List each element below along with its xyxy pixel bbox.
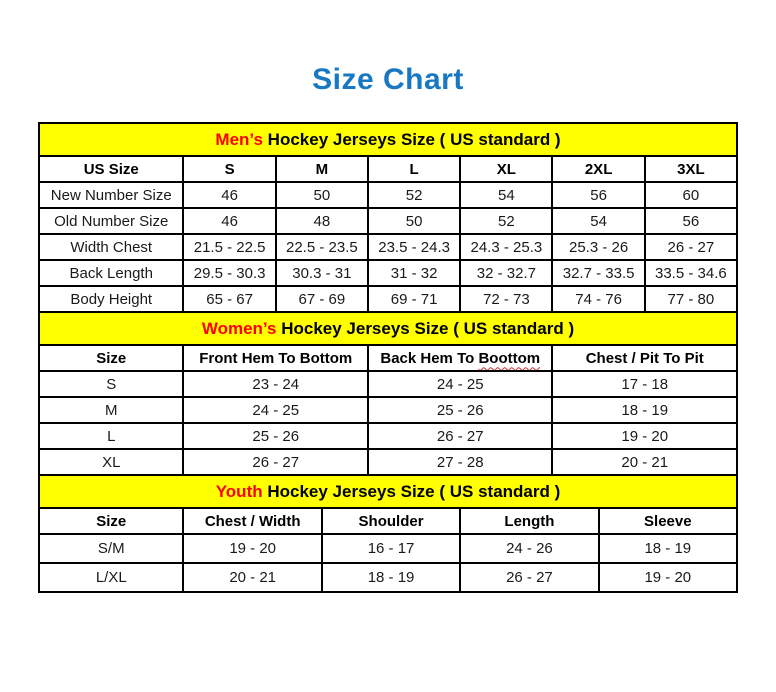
womens-section-header-row	[39, 312, 737, 345]
data-cell: 32 - 32.7	[460, 260, 552, 286]
data-cell: 56	[645, 208, 737, 234]
data-cell: 19 - 20	[599, 563, 737, 592]
data-cell: 18 - 19	[599, 534, 737, 563]
data-cell: 26 - 27	[183, 449, 368, 475]
data-cell: 23.5 - 24.3	[368, 234, 460, 260]
data-cell: 20 - 21	[552, 449, 737, 475]
data-cell: 19 - 20	[552, 423, 737, 449]
youth-section-accent: Youth	[215, 481, 263, 501]
data-cell: 18 - 19	[322, 563, 460, 592]
womens-section-title-rest: Hockey Jerseys Size ( US standard )	[276, 318, 575, 338]
table-row	[39, 286, 737, 312]
misspelled-word: Boottom	[478, 349, 541, 367]
data-cell: 46	[183, 182, 275, 208]
row-label: XL	[39, 449, 183, 475]
data-cell: 24 - 26	[460, 534, 598, 563]
table-row	[39, 534, 737, 563]
column-header: Back Hem To Boottom	[368, 345, 553, 371]
mens-section-header-row	[39, 123, 737, 156]
row-label: Body Height	[39, 286, 183, 312]
data-cell: 26 - 27	[460, 563, 598, 592]
mens-section-header	[39, 123, 737, 156]
data-cell: 29.5 - 30.3	[183, 260, 275, 286]
row-label: New Number Size	[39, 182, 183, 208]
data-cell: 52	[460, 208, 552, 234]
mens-table-head	[39, 123, 737, 182]
womens-size-table	[38, 311, 738, 476]
data-cell: 50	[368, 208, 460, 234]
data-cell: 24.3 - 25.3	[460, 234, 552, 260]
mens-table-body	[39, 182, 737, 312]
data-cell: 25 - 26	[368, 397, 553, 423]
table-row	[39, 260, 737, 286]
column-header: 2XL	[552, 156, 644, 182]
mens-size-table	[38, 122, 738, 313]
youth-size-table	[38, 474, 738, 593]
data-cell: 52	[368, 182, 460, 208]
page-title: Size Chart	[312, 63, 464, 96]
data-cell: 72 - 73	[460, 286, 552, 312]
data-cell: 69 - 71	[368, 286, 460, 312]
row-label: L	[39, 423, 183, 449]
column-header: Sleeve	[599, 508, 737, 534]
column-header: Size	[39, 345, 183, 371]
womens-table-body	[39, 371, 737, 475]
data-cell: 60	[645, 182, 737, 208]
data-cell: 74 - 76	[552, 286, 644, 312]
column-header: US Size	[39, 156, 183, 182]
row-label: S/M	[39, 534, 183, 563]
data-cell: 31 - 32	[368, 260, 460, 286]
youth-section-header-row	[39, 475, 737, 508]
table-row	[39, 371, 737, 397]
table-row	[39, 208, 737, 234]
data-cell: 21.5 - 22.5	[183, 234, 275, 260]
row-label: Old Number Size	[39, 208, 183, 234]
data-cell: 54	[460, 182, 552, 208]
data-cell: 27 - 28	[368, 449, 553, 475]
data-cell: 77 - 80	[645, 286, 737, 312]
data-cell: 20 - 21	[183, 563, 321, 592]
data-cell: 32.7 - 33.5	[552, 260, 644, 286]
row-label: L/XL	[39, 563, 183, 592]
data-cell: 67 - 69	[276, 286, 368, 312]
mens-section-title-rest: Hockey Jerseys Size ( US standard )	[262, 129, 561, 149]
row-label: Back Length	[39, 260, 183, 286]
youth-table-head	[39, 475, 737, 534]
row-label: S	[39, 371, 183, 397]
data-cell: 56	[552, 182, 644, 208]
row-label: M	[39, 397, 183, 423]
data-cell: 19 - 20	[183, 534, 321, 563]
table-row	[39, 234, 737, 260]
column-header: M	[276, 156, 368, 182]
table-row	[39, 423, 737, 449]
data-cell: 18 - 19	[552, 397, 737, 423]
data-cell: 16 - 17	[322, 534, 460, 563]
table-row	[39, 182, 737, 208]
data-cell: 33.5 - 34.6	[645, 260, 737, 286]
data-cell: 24 - 25	[368, 371, 553, 397]
table-row	[39, 449, 737, 475]
womens-section-accent: Women’s	[201, 318, 277, 338]
table-row	[39, 563, 737, 592]
womens-table-head	[39, 312, 737, 371]
womens-section-header	[39, 312, 737, 345]
data-cell: 26 - 27	[368, 423, 553, 449]
mens-section-accent: Men’s	[215, 129, 263, 149]
youth-section-header	[39, 475, 737, 508]
column-header: L	[368, 156, 460, 182]
column-header: Length	[460, 508, 598, 534]
data-cell: 30.3 - 31	[276, 260, 368, 286]
table-row	[39, 397, 737, 423]
tables-container	[38, 122, 738, 593]
row-label: Width Chest	[39, 234, 183, 260]
youth-column-header-row	[39, 508, 737, 534]
data-cell: 22.5 - 23.5	[276, 234, 368, 260]
data-cell: 50	[276, 182, 368, 208]
column-header: Chest / Pit To Pit	[552, 345, 737, 371]
mens-column-header-row	[39, 156, 737, 182]
data-cell: 23 - 24	[183, 371, 368, 397]
column-header: Front Hem To Bottom	[183, 345, 368, 371]
youth-section-title-rest: Hockey Jerseys Size ( US standard )	[262, 481, 561, 501]
column-header: Chest / Width	[183, 508, 321, 534]
column-header: XL	[460, 156, 552, 182]
data-cell: 48	[276, 208, 368, 234]
column-header: S	[183, 156, 275, 182]
womens-column-header-row	[39, 345, 737, 371]
column-header: Shoulder	[322, 508, 460, 534]
data-cell: 24 - 25	[183, 397, 368, 423]
data-cell: 65 - 67	[183, 286, 275, 312]
column-header: Size	[39, 508, 183, 534]
data-cell: 25 - 26	[183, 423, 368, 449]
data-cell: 54	[552, 208, 644, 234]
column-header: 3XL	[645, 156, 737, 182]
data-cell: 46	[183, 208, 275, 234]
data-cell: 25.3 - 26	[552, 234, 644, 260]
data-cell: 17 - 18	[552, 371, 737, 397]
youth-table-body	[39, 534, 737, 592]
data-cell: 26 - 27	[645, 234, 737, 260]
